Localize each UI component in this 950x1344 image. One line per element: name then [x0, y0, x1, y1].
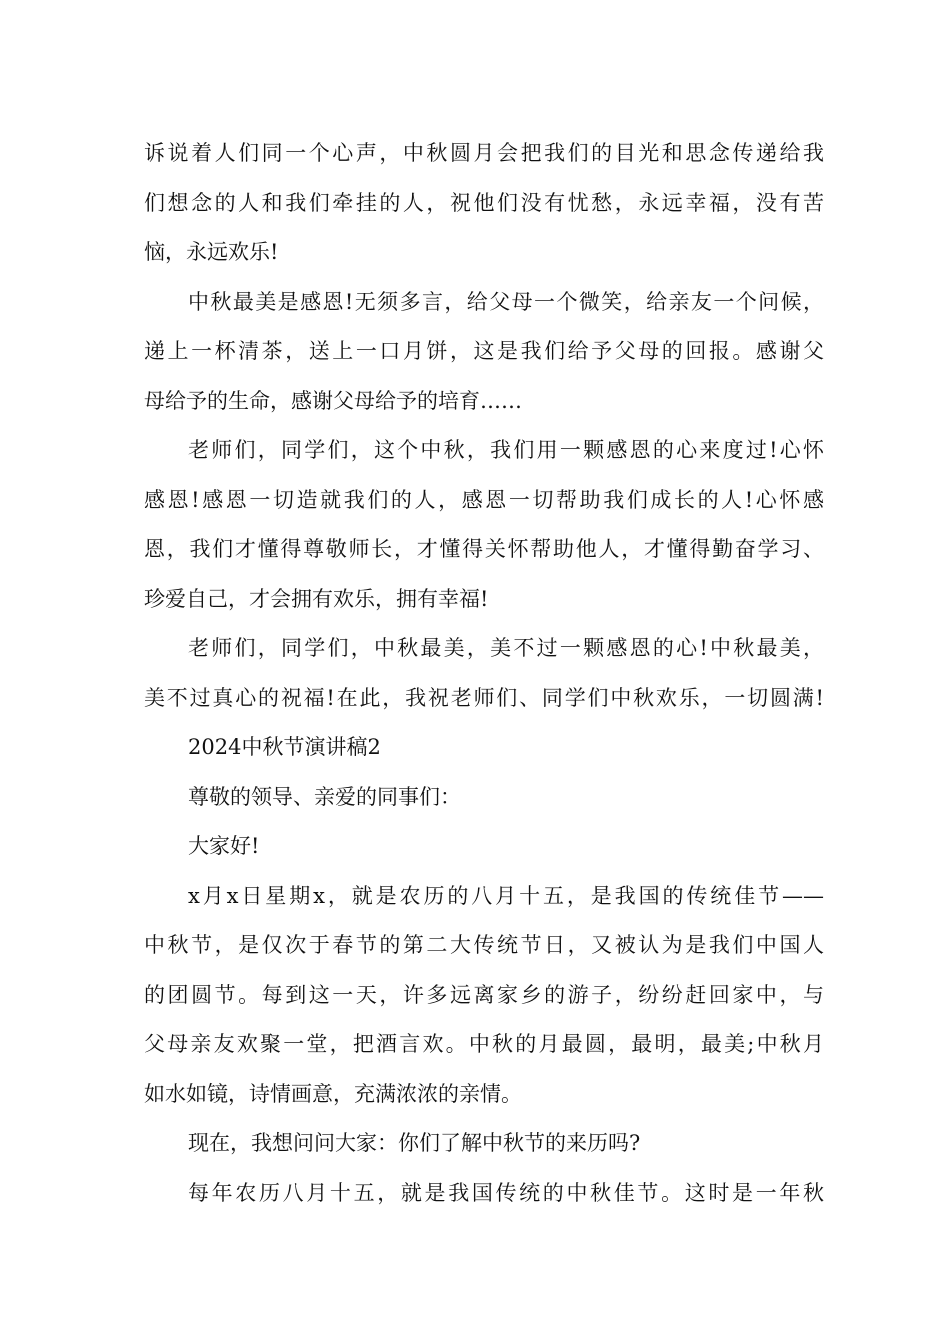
text-line-6: 母给予的生命，感谢父母给予的培育……	[144, 388, 522, 413]
greeting: 大家好!	[188, 834, 260, 858]
document-body	[144, 129, 824, 1218]
text-line-18: 的团圆节。每到这一天，许多远离家乡的游子，纷纷赶回家中，与	[144, 982, 824, 1007]
text-line-4: 中秋最美是感恩!无须多言，给父母一个微笑，给亲友一个问候，	[188, 289, 824, 314]
text-line-16: x月x日星期x，就是农历的八月十五，是我国的传统佳节——	[188, 883, 824, 908]
text-line-7: 老师们，同学们，这个中秋，我们用一颗感恩的心来度过!心怀	[188, 438, 824, 462]
text-line-20: 如水如镜，诗情画意，充满浓浓的亲情。	[144, 1081, 522, 1106]
text-line-22: 每年农历八月十五，就是我国传统的中秋佳节。这时是一年秋	[188, 1180, 824, 1205]
text-line-11: 老师们，同学们，中秋最美，美不过一颗感恩的心!中秋最美，	[188, 636, 824, 660]
salutation: 尊敬的领导、亲爱的同事们：	[188, 784, 461, 809]
text-line-10: 珍爱自己，才会拥有欢乐，拥有幸福!	[144, 586, 489, 611]
text-line-1: 诉说着人们同一个心声，中秋圆月会把我们的目光和思念传递给我	[144, 141, 824, 165]
section-heading: 2024中秋节演讲稿2	[188, 735, 381, 759]
text-line-3: 恼，永远欢乐!	[144, 240, 279, 264]
text-line-8: 感恩!感恩一切造就我们的人，感恩一切帮助我们成长的人!心怀感	[144, 487, 824, 512]
text-line-2: 们想念的人和我们牵挂的人，祝他们没有忧愁，永远幸福，没有苦	[144, 190, 824, 215]
text-line-19: 父母亲友欢聚一堂，把酒言欢。中秋的月最圆，最明，最美;中秋月	[144, 1032, 824, 1056]
text-line-9: 恩，我们才懂得尊敬师长，才懂得关怀帮助他人，才懂得勤奋学习、	[144, 537, 824, 561]
text-line-21: 现在，我想问问大家：你们了解中秋节的来历吗?	[188, 1131, 641, 1155]
text-line-5: 递上一杯清茶，送上一口月饼，这是我们给予父母的回报。感谢父	[144, 339, 824, 363]
text-line-17: 中秋节，是仅次于春节的第二大传统节日，又被认为是我们中国人	[144, 933, 824, 957]
text-line-12: 美不过真心的祝福!在此，我祝老师们、同学们中秋欢乐，一切圆满!	[144, 685, 824, 710]
